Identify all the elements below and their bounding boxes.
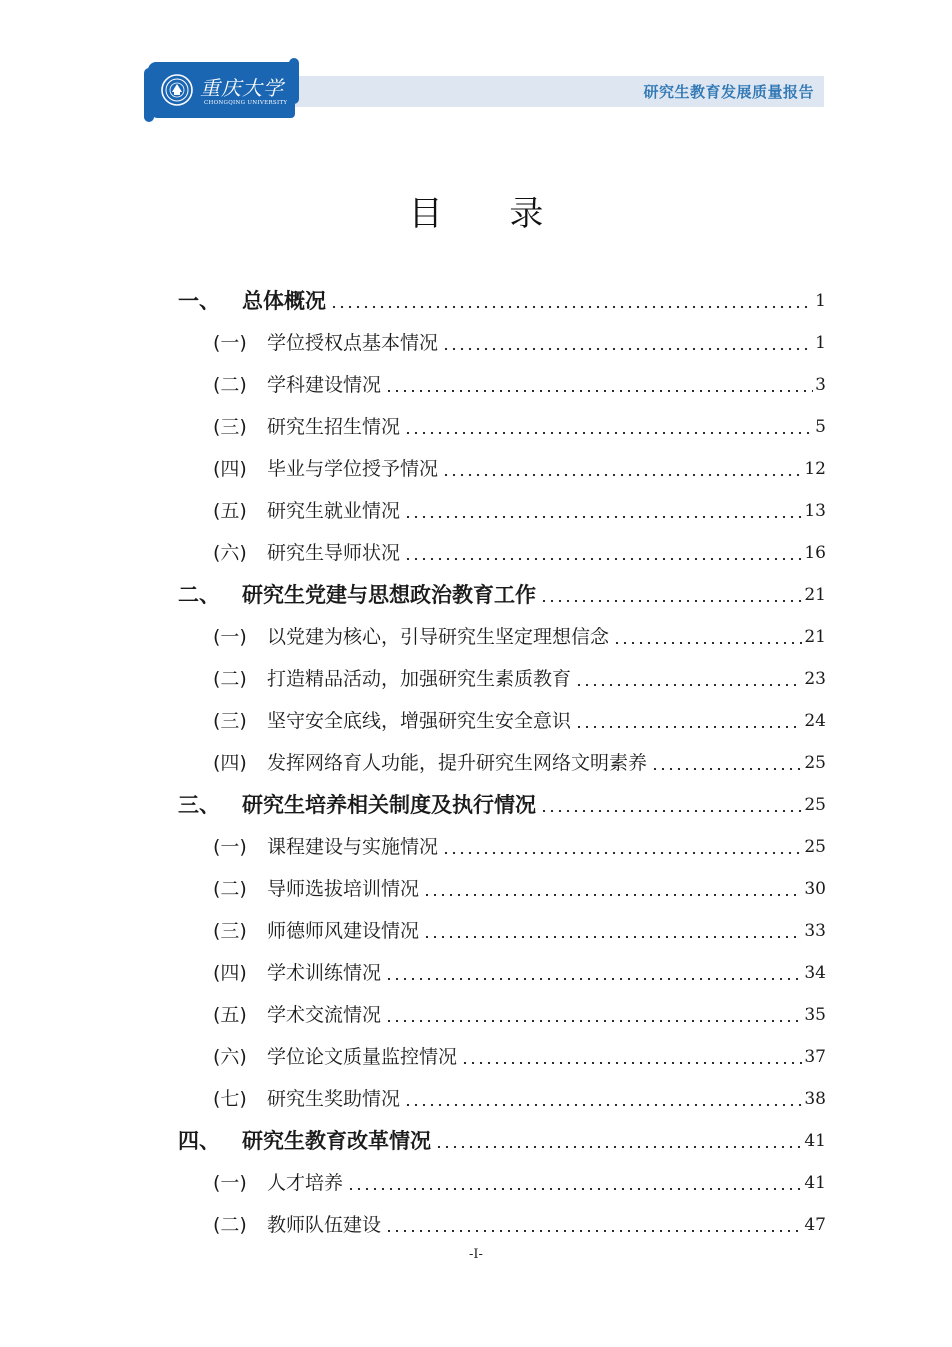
toc-entry[interactable] [213,658,826,692]
dot-leader [404,1104,802,1106]
toc-entry-title: 发挥网络育人功能，提升研究生网络文明素养 [267,752,648,774]
toc-entry-number: (二) [213,878,247,900]
toc-entry-title: 教师队伍建设 [267,1214,382,1236]
report-title: 研究生教育发展质量报告 [643,83,814,101]
toc-entry-page: 41 [804,1173,826,1193]
toc-entry-page: 38 [804,1089,826,1109]
toc-entry[interactable] [213,490,826,524]
toc-entry-title: 研究生导师状况 [267,542,401,564]
university-seal-icon [161,74,193,106]
toc-entry-title: 学术交流情况 [267,1004,382,1026]
dot-leader [651,768,802,770]
toc-entry-title: 以党建为核心，引导研究生坚定理想信念 [267,626,610,648]
dot-leader [442,474,802,476]
toc-entry-number: (三) [213,920,247,942]
toc-entry[interactable] [213,364,826,398]
toc-entry[interactable] [213,322,826,356]
dot-leader [540,600,802,602]
toc-entry-number: (五) [213,500,247,522]
toc-entry-number: (一) [213,626,247,648]
dot-leader [613,642,802,644]
dot-leader [404,516,802,518]
toc-entry-page: 25 [804,795,826,815]
toc-entry-page: 47 [804,1215,826,1235]
toc-entry[interactable] [213,616,826,650]
toc-entry[interactable] [213,448,826,482]
dot-leader [385,1230,802,1232]
dot-leader [385,1020,802,1022]
logo-subtitle: CHONGQING UNIVERSITY [204,100,288,106]
dot-leader [442,852,802,854]
toc-entry[interactable] [213,742,826,776]
toc-entry[interactable] [213,406,826,440]
toc-entry-page: 25 [804,753,826,773]
toc-entry[interactable] [213,532,826,566]
toc-entry[interactable] [213,700,826,734]
toc-entry-page: 35 [804,1005,826,1025]
page-number: -I- [469,1247,483,1262]
toc-entry-number: 一、 [178,289,220,313]
dot-leader [330,306,813,308]
toc-entry-number: 三、 [178,793,220,817]
toc-entry-title: 学位授权点基本情况 [267,332,439,354]
toc-entry-number: (二) [213,668,247,690]
toc-entry-page: 13 [804,501,826,521]
dot-leader [385,978,802,980]
toc-entry-page: 21 [804,585,826,605]
toc-entry[interactable] [213,826,826,860]
toc-entry-title: 坚守安全底线，增强研究生安全意识 [267,710,572,732]
toc-entry-page: 5 [815,417,826,437]
toc-entry-page: 41 [804,1131,826,1151]
toc-entry-page: 33 [804,921,826,941]
dot-leader [423,936,802,938]
toc-entry[interactable] [178,280,826,314]
dot-leader [404,558,802,560]
dot-leader [435,1146,802,1148]
toc-entry[interactable] [178,784,826,818]
toc-entry-page: 12 [804,459,826,479]
dot-leader [423,894,802,896]
toc-entry-title: 学位论文质量监控情况 [267,1046,458,1068]
toc-entry-title: 人才培养 [267,1172,344,1194]
toc-entry-number: (三) [213,710,247,732]
toc-entry[interactable] [178,574,826,608]
logo-name: 重庆大学 [200,76,284,100]
toc-entry[interactable] [213,1162,826,1196]
toc-entry-title: 研究生教育改革情况 [242,1129,431,1153]
toc-entry-page: 37 [804,1047,826,1067]
toc-entry-number: (四) [213,752,247,774]
toc-entry-number: (六) [213,542,247,564]
toc-entry-page: 3 [815,375,826,395]
toc-entry-page: 21 [804,627,826,647]
toc-entry[interactable] [213,1036,826,1070]
page-title: 目 录 [408,194,572,234]
toc-entry-title: 毕业与学位授予情况 [267,458,439,480]
toc-entry-title: 研究生就业情况 [267,500,401,522]
logo-scroll-curl-left [144,68,154,122]
dot-leader [347,1188,802,1190]
toc-entry-number: (三) [213,416,247,438]
toc-entry-title: 学科建设情况 [267,374,382,396]
dot-leader [575,726,802,728]
dot-leader [540,810,802,812]
toc-entry-page: 1 [815,333,826,353]
toc-entry-number: (二) [213,374,247,396]
toc-entry-number: 四、 [178,1129,220,1153]
toc-entry-page: 1 [815,291,826,311]
toc-entry[interactable] [213,1204,826,1238]
toc-entry-page: 30 [804,879,826,899]
toc-entry-number: (六) [213,1046,247,1068]
toc-entry-page: 23 [804,669,826,689]
logo-scroll-curl-right [289,58,299,104]
toc-entry-title: 研究生奖助情况 [267,1088,401,1110]
toc-entry-title: 总体概况 [242,289,326,313]
toc-entry-number: (五) [213,1004,247,1026]
toc-entry-title: 打造精品活动，加强研究生素质教育 [267,668,572,690]
toc-entry[interactable] [213,994,826,1028]
toc-entry-title: 研究生党建与思想政治教育工作 [242,583,536,607]
toc-entry-number: (四) [213,458,247,480]
toc-entry-page: 25 [804,837,826,857]
toc-entry[interactable] [178,1120,826,1154]
toc-entry-title: 研究生培养相关制度及执行情况 [242,793,536,817]
toc-entry-number: (二) [213,1214,247,1236]
toc-entry[interactable] [213,952,826,986]
toc-entry-number: (四) [213,962,247,984]
toc-entry-number: (一) [213,836,247,858]
toc-entry[interactable] [213,1078,826,1112]
toc-entry-page: 24 [804,711,826,731]
toc-entry-title: 研究生招生情况 [267,416,401,438]
toc-entry-title: 学术训练情况 [267,962,382,984]
toc-entry[interactable] [213,868,826,902]
toc-entry[interactable] [213,910,826,944]
dot-leader [385,390,813,392]
toc-entry-title: 导师选拔培训情况 [267,878,420,900]
dot-leader [442,348,813,350]
dot-leader [461,1062,802,1064]
toc-entry-page: 16 [804,543,826,563]
toc-entry-page: 34 [804,963,826,983]
toc-entry-title: 课程建设与实施情况 [267,836,439,858]
toc-entry-number: (一) [213,332,247,354]
toc-entry-number: 二、 [178,583,220,607]
toc-entry-number: (七) [213,1088,247,1110]
university-logo [148,62,295,118]
dot-leader [404,432,813,434]
dot-leader [575,684,802,686]
toc-entry-title: 师德师风建设情况 [267,920,420,942]
toc-entry-number: (一) [213,1172,247,1194]
